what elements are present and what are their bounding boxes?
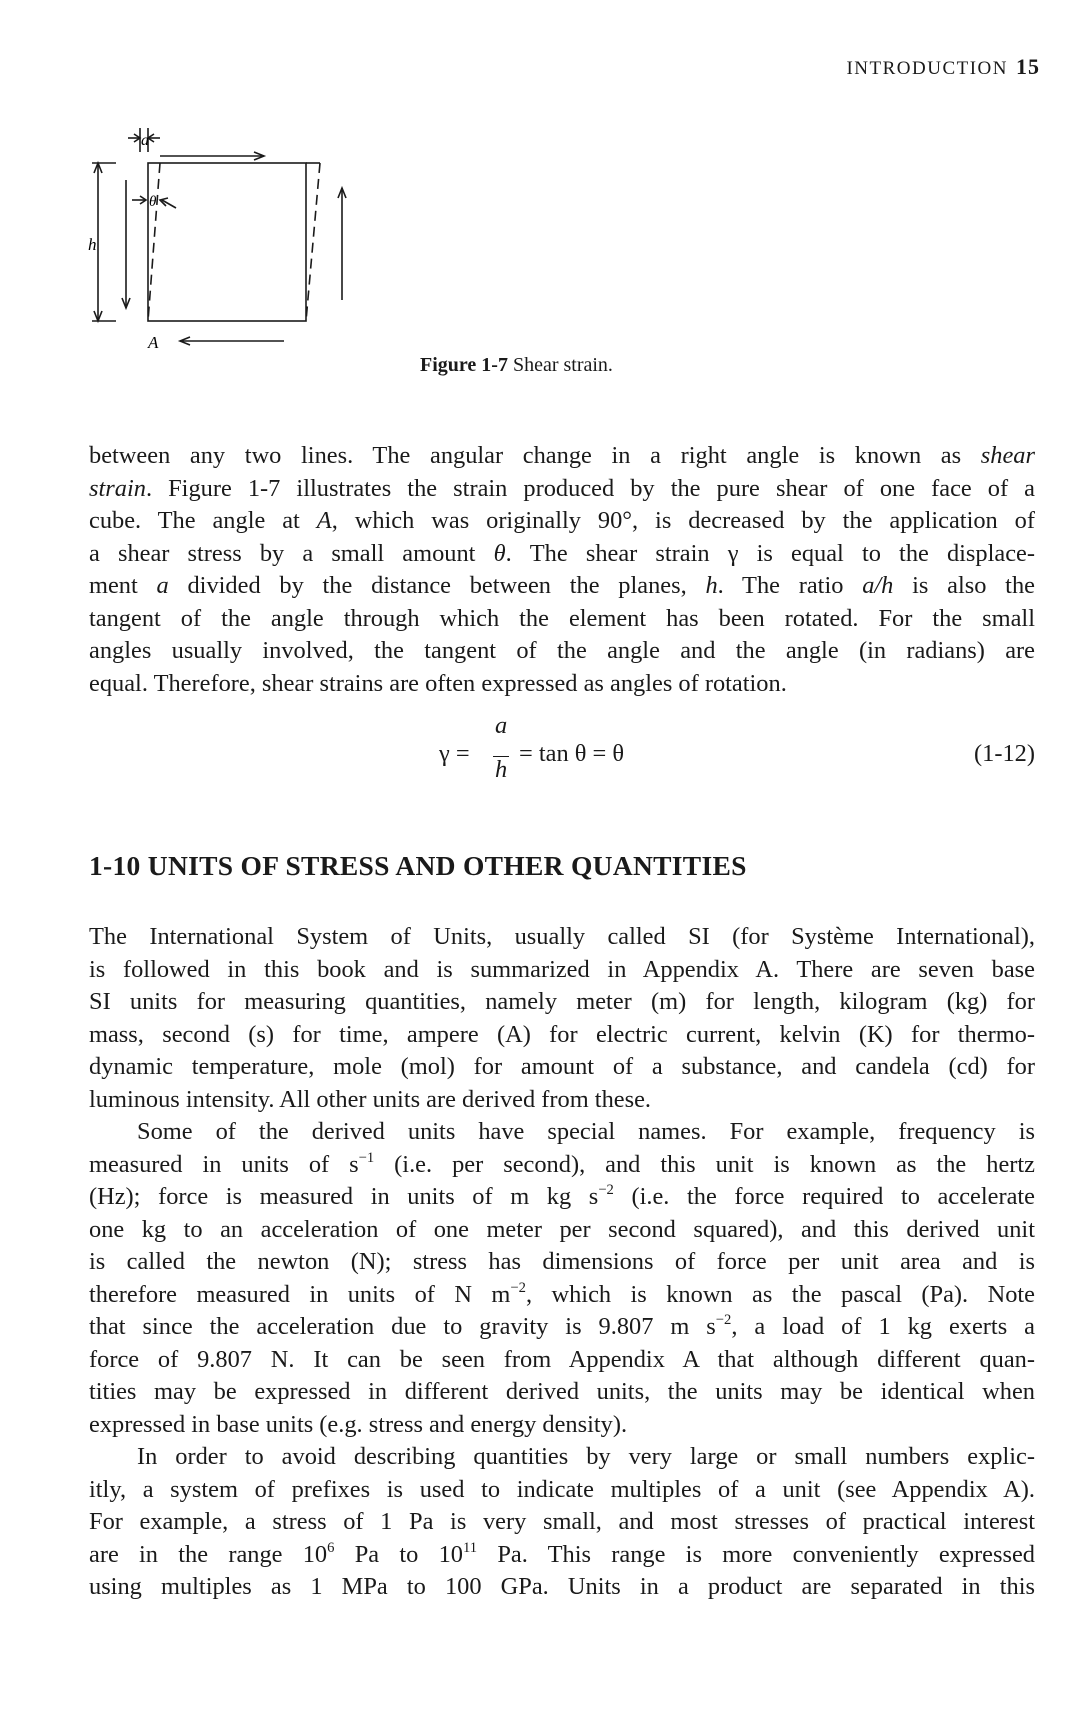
text-line: itly, a system of prefixes is used to indicate multiples of a unit (see Appendix A).	[89, 1475, 1035, 1503]
equation-number: (1-12)	[974, 740, 1035, 767]
text-line: measured in units of $s^{-1}$ (i.e. per second), and this unit is known as the hertz	[89, 1149, 1035, 1178]
text-line: force of 9.807 N. It can be seen from Appendix A that although different quan-	[89, 1345, 1035, 1373]
shear-strain-diagram	[88, 128, 398, 388]
running-header-section: INTRODUCTION	[846, 58, 1008, 79]
figure-caption-label: Figure 1-7	[420, 354, 508, 376]
text-line: therefore measured in units of N $m^{-2}$, which is known as the pascal (Pa). Note	[89, 1279, 1035, 1308]
page-number: 15	[1016, 54, 1040, 79]
text-line: Some of the derived units have special names. For example, frequency is	[137, 1118, 1035, 1145]
equation-denominator: h	[495, 756, 508, 783]
text-line: one kg to an acceleration of one meter per second squared), and this derived unit	[89, 1215, 1035, 1243]
text-line: ment a divided by the distance between the planes, h. The ratio a/h is also the	[89, 572, 1035, 599]
label-h: h	[88, 235, 97, 254]
equation-numerator: a	[495, 712, 508, 739]
deformed-right-side	[306, 163, 320, 321]
figure-caption	[420, 354, 613, 377]
original-square	[148, 163, 306, 321]
paragraph-derived-units	[89, 1116, 1035, 1441]
figure-caption-text: Shear strain.	[512, 354, 613, 376]
paragraph-prefixes	[89, 1441, 1035, 1604]
equation-lhs: γ =	[439, 740, 470, 767]
text-line: SI units for measuring quantities, namely meter (m) for length, kilogram (kg) for	[89, 988, 1035, 1015]
text-line: For example, a stress of 1 Pa is very small, and most stresses of practical interest	[89, 1508, 1035, 1535]
text-line: is followed in this book and is summarized in Appendix A. There are seven base	[89, 955, 1035, 983]
text-line: (Hz); force is measured in units of m kg $s^{-2}$ (i.e. the force required to accelerate	[89, 1181, 1035, 1210]
text-line: The International System of Units, usually called SI (for Système International),	[89, 923, 1035, 950]
text-line: dynamic temperature, mole (mol) for amount of a substance, and candela (cd) for	[89, 1053, 1035, 1080]
text-line: tangent of the angle through which the element has been rotated. For the small	[89, 604, 1035, 632]
text-line: equal. Therefore, shear strains are often expressed as angles of rotation.	[89, 669, 787, 697]
text-line: cube. The angle at A, which was originally 90°, is decreased by the application of	[89, 507, 1035, 534]
label-A: A	[148, 333, 159, 352]
text-line: strain. Figure 1-7 illustrates the strain produced by the pure shear of one face of a	[89, 474, 1035, 502]
paragraph-shear-strain	[89, 440, 1035, 700]
text-line: expressed in base units (e.g. stress and energy density).	[89, 1410, 628, 1438]
text-line: using multiples as 1 MPa to 100 GPa. Units in a product are separated in this	[89, 1573, 1035, 1600]
shear-strain-figure	[88, 128, 398, 388]
text-line: a shear stress by a small amount θ. The shear strain γ is equal to the displace-	[89, 539, 1035, 567]
text-line: In order to avoid describing quantities by very large or small numbers explic-	[137, 1443, 1035, 1470]
label-a: a	[141, 132, 149, 149]
running-header	[846, 54, 1040, 80]
text-line: luminous intensity. All other units are derived from these.	[89, 1085, 652, 1113]
text-line: are in the range $10^6$ Pa to $10^{11}$ Pa. This range is more conveniently expressed	[89, 1539, 1035, 1568]
text-line: tities may be expressed in different derived units, the units may be identical when	[89, 1378, 1035, 1405]
label-theta: θ	[149, 194, 157, 210]
equation-rhs: = tan θ = θ	[519, 740, 625, 767]
text-line: mass, second (s) for time, ampere (A) for electric current, kelvin (K) for thermo-	[89, 1020, 1035, 1048]
text-line: angles usually involved, the tangent of the angle and the angle (in radians) are	[89, 637, 1035, 664]
section-heading: 1-10 UNITS OF STRESS AND OTHER QUANTITIES	[89, 850, 747, 881]
text-line: that since the acceleration due to gravity is 9.807 m $s^{-2}$, a load of 1 kg exerts a	[89, 1311, 1035, 1340]
text-line: between any two lines. The angular change in a right angle is known as shear	[89, 442, 1035, 469]
equation-1-12	[89, 712, 1035, 788]
paragraph-si-units	[89, 921, 1035, 1116]
text-line: is called the newton (N); stress has dimensions of force per unit area and is	[89, 1248, 1035, 1275]
deformed-left-side	[148, 163, 160, 321]
